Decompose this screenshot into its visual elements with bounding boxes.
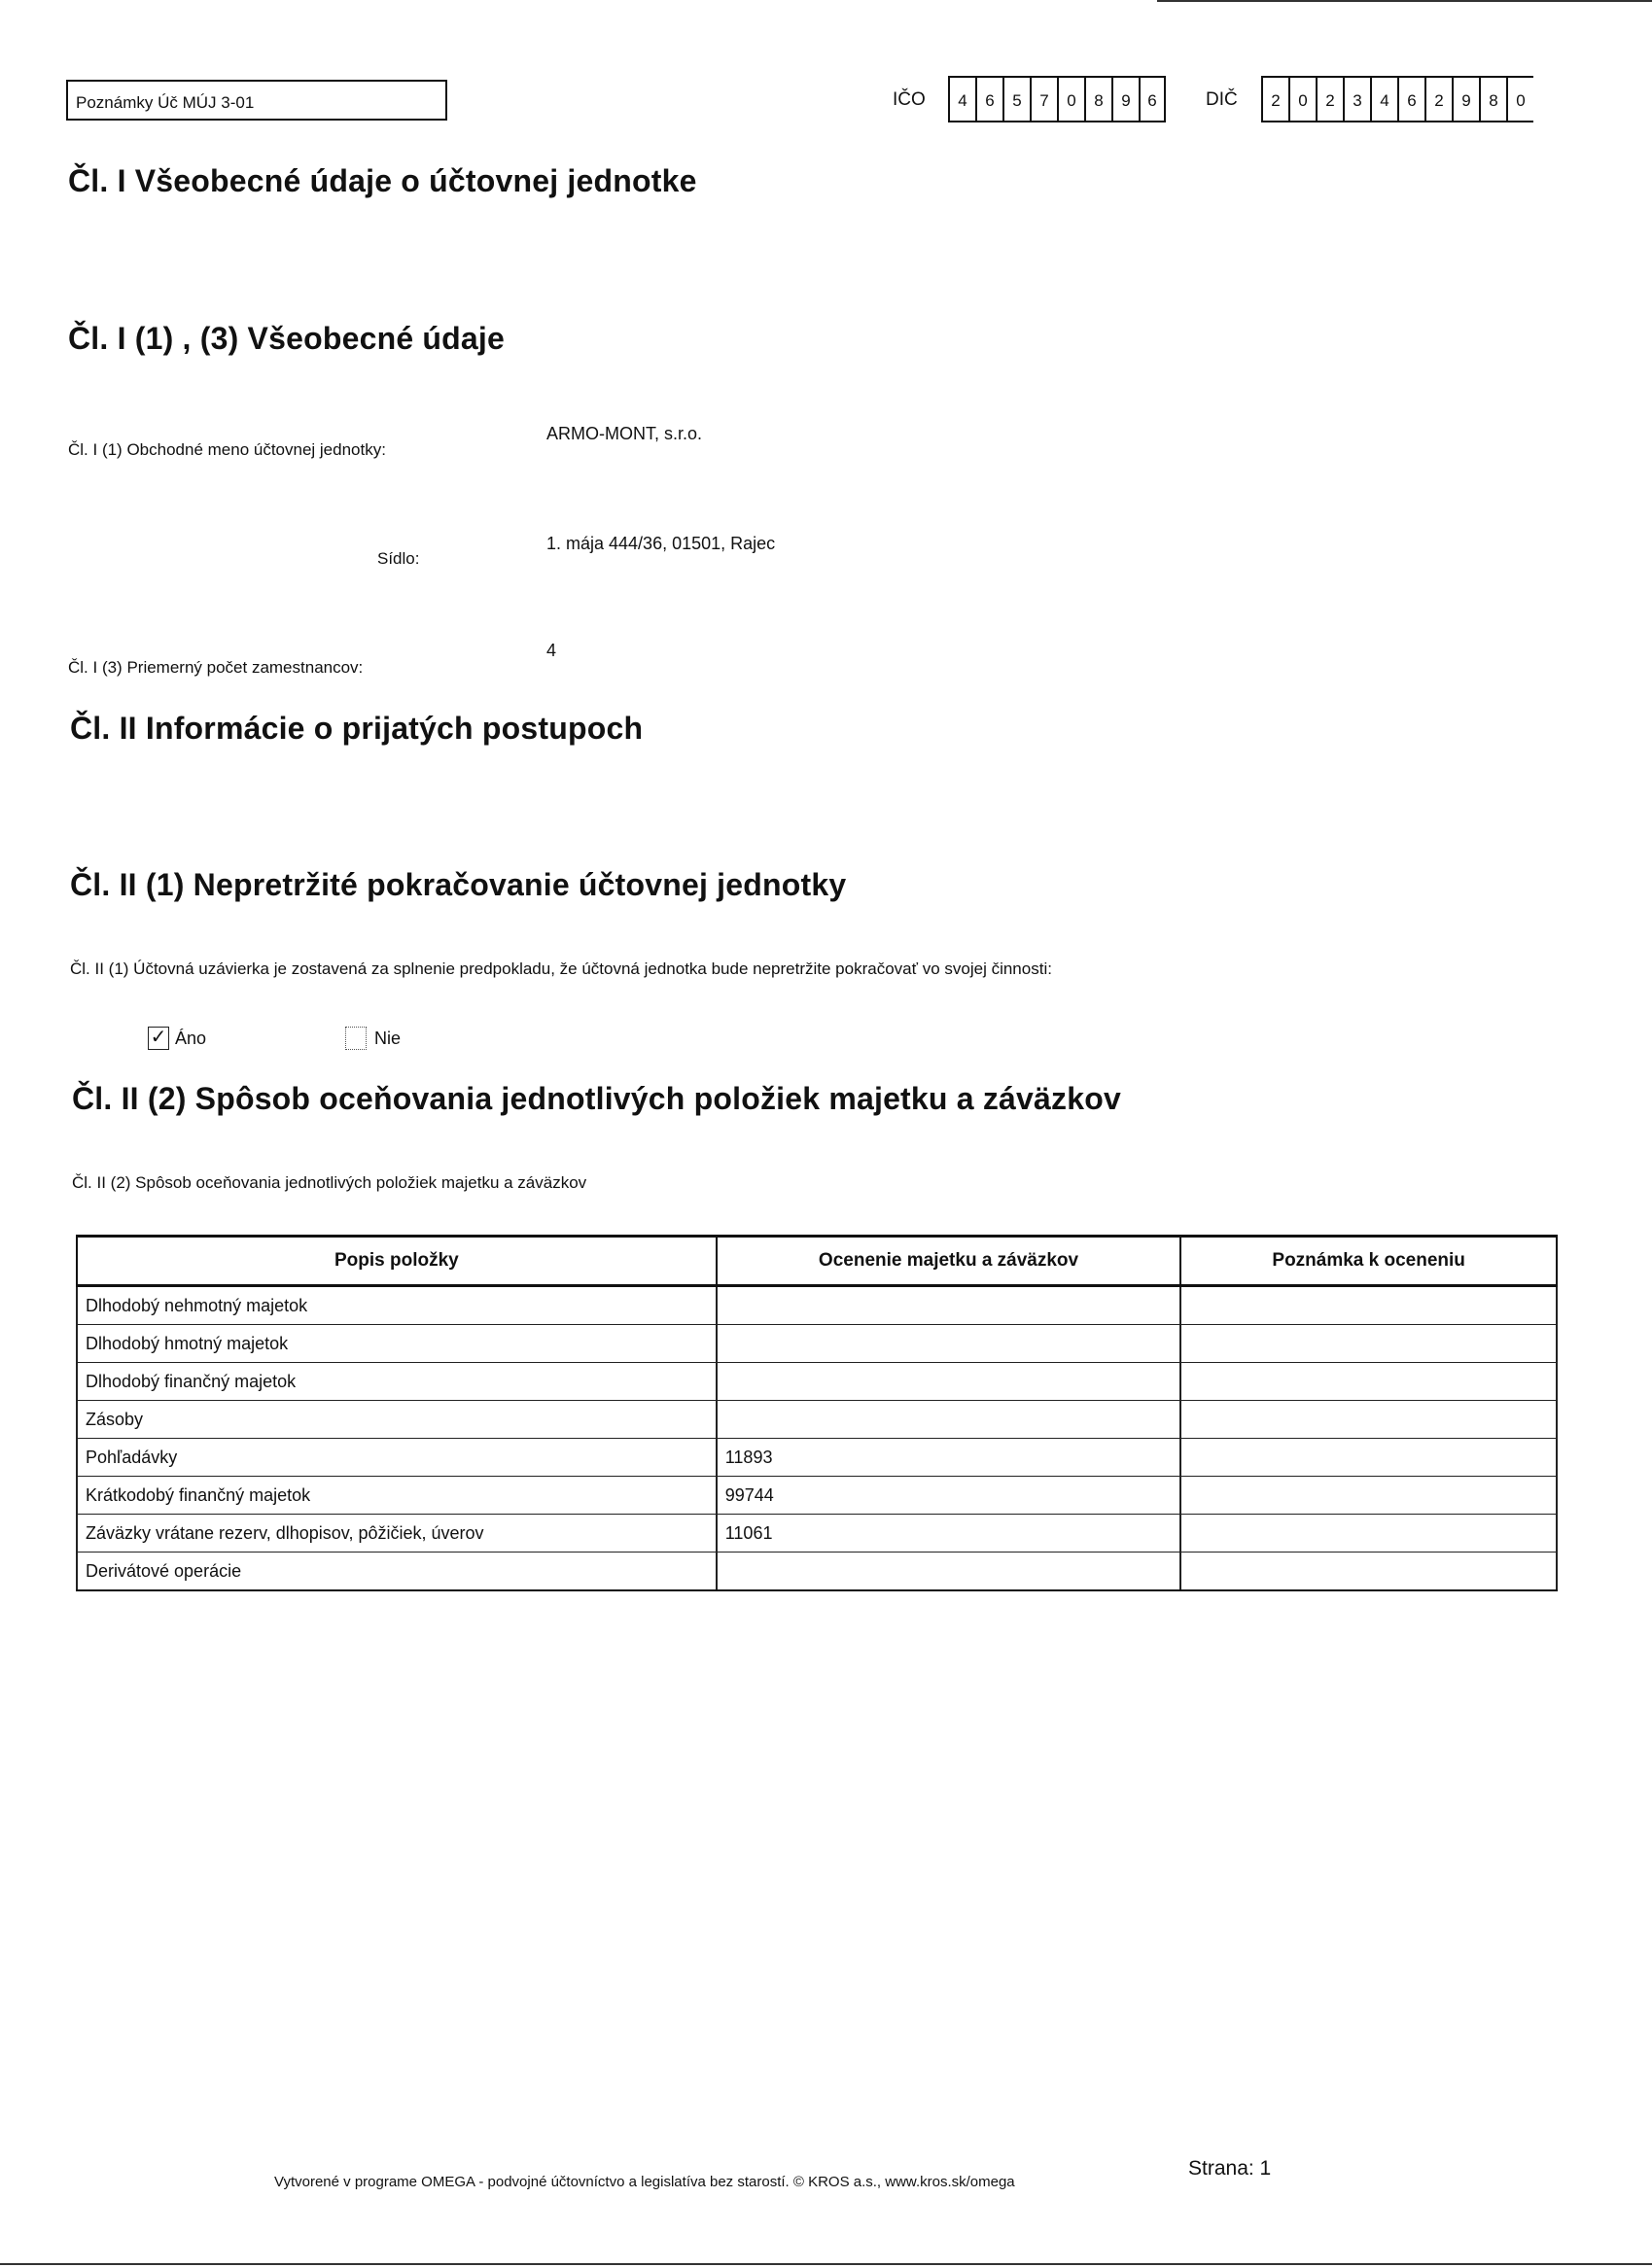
row-valuation: 11061 [717, 1515, 1181, 1553]
table-row [77, 1401, 1557, 1439]
row-description: Pohľadávky [77, 1439, 717, 1477]
row-note [1180, 1363, 1557, 1401]
dic-digit: 0 [1288, 76, 1316, 122]
ico-digit-boxes [948, 76, 1166, 122]
checkbox-nie[interactable] [345, 1027, 367, 1050]
ico-digit: 6 [1139, 76, 1166, 122]
row-note [1180, 1286, 1557, 1325]
dic-digit: 6 [1397, 76, 1424, 122]
row-description: Dlhodobý hmotný majetok [77, 1325, 717, 1363]
checkbox-nie-label: Nie [374, 1029, 402, 1048]
document-form-label: Poznámky Úč MÚJ 3-01 [66, 80, 447, 121]
table-row [77, 1553, 1557, 1591]
company-name-label: Čl. I (1) Obchodné meno účtovnej jednotky: [68, 440, 386, 459]
employees-value: 4 [546, 641, 557, 660]
column-header-valuation: Ocenenie majetku a záväzkov [717, 1237, 1181, 1286]
ico-digit: 5 [1002, 76, 1030, 122]
page-number: Strana: 1 [1188, 2157, 1272, 2180]
row-note [1180, 1515, 1557, 1553]
valuation-table [76, 1235, 1558, 1591]
table-header-row [77, 1237, 1557, 1286]
ico-digit: 9 [1111, 76, 1139, 122]
dic-digit: 9 [1452, 76, 1479, 122]
section-1-title: Čl. I Všeobecné údaje o účtovnej jednotke [68, 163, 697, 198]
row-description: Záväzky vrátane rezerv, dlhopisov, pôžičiek, úverov [77, 1515, 717, 1553]
row-description: Derivátové operácie [77, 1553, 717, 1591]
row-description: Zásoby [77, 1401, 717, 1439]
dic-digit: 3 [1343, 76, 1370, 122]
ico-digit: 0 [1057, 76, 1084, 122]
table-row [77, 1515, 1557, 1553]
company-name-value: ARMO-MONT, s.r.o. [546, 424, 703, 443]
ico-label: IČO [893, 89, 926, 110]
section-1-subtitle: Čl. I (1) , (3) Všeobecné údaje [68, 321, 505, 356]
ico-digit: 4 [948, 76, 975, 122]
row-valuation [717, 1363, 1181, 1401]
seat-value: 1. mája 444/36, 01501, Rajec [546, 534, 776, 553]
dic-label: DIČ [1206, 89, 1238, 110]
dic-digit: 2 [1316, 76, 1343, 122]
footer-software-note: Vytvorené v programe OMEGA - podvojné účtovníctvo a legislatíva bez starostí. © KROS a.s., www.kros.sk/omega [274, 2174, 1015, 2190]
dic-digit: 2 [1424, 76, 1452, 122]
section-2-2-title: Čl. II (2) Spôsob oceňovania jednotlivých položiek majetku a záväzkov [72, 1081, 1121, 1116]
checkbox-ano-label: Áno [175, 1029, 207, 1048]
row-description: Krátkodobý finančný majetok [77, 1477, 717, 1515]
column-header-note: Poznámka k oceneniu [1180, 1237, 1557, 1286]
row-note [1180, 1325, 1557, 1363]
dic-digit: 2 [1261, 76, 1288, 122]
row-description: Dlhodobý nehmotný majetok [77, 1286, 717, 1325]
row-description: Dlhodobý finančný majetok [77, 1363, 717, 1401]
dic-digit: 0 [1506, 76, 1533, 122]
scan-edge-line [0, 2263, 1652, 2265]
dic-digit: 8 [1479, 76, 1506, 122]
table-row [77, 1477, 1557, 1515]
ico-digit: 6 [975, 76, 1002, 122]
row-valuation [717, 1553, 1181, 1591]
table-row [77, 1286, 1557, 1325]
row-note [1180, 1401, 1557, 1439]
row-note [1180, 1553, 1557, 1591]
ico-digit: 8 [1084, 76, 1111, 122]
check-mark-icon: ✓ [150, 1027, 167, 1048]
row-valuation: 11893 [717, 1439, 1181, 1477]
row-note [1180, 1439, 1557, 1477]
table-row [77, 1363, 1557, 1401]
section-2-1-title: Čl. II (1) Nepretržité pokračovanie účtovnej jednotky [70, 867, 847, 902]
table-row [77, 1325, 1557, 1363]
checkbox-ano[interactable] [148, 1027, 169, 1050]
dic-digit-boxes [1261, 76, 1533, 122]
row-valuation [717, 1401, 1181, 1439]
section-2-title: Čl. II Informácie o prijatých postupoch [70, 711, 644, 746]
row-valuation [717, 1325, 1181, 1363]
scan-edge-line [1157, 0, 1652, 2]
column-header-description: Popis položky [77, 1237, 717, 1286]
seat-label: Sídlo: [377, 549, 420, 568]
row-valuation: 99744 [717, 1477, 1181, 1515]
employees-label: Čl. I (3) Priemerný počet zamestnancov: [68, 658, 364, 677]
row-valuation [717, 1286, 1181, 1325]
row-note [1180, 1477, 1557, 1515]
table-row [77, 1439, 1557, 1477]
valuation-label: Čl. II (2) Spôsob oceňovania jednotlivých položiek majetku a záväzkov [72, 1173, 587, 1192]
ico-digit: 7 [1030, 76, 1057, 122]
dic-digit: 4 [1370, 76, 1397, 122]
continuity-question: Čl. II (1) Účtovná uzávierka je zostavená za splnenie predpokladu, že účtovná jednotka bude nepretržite pokračovať vo svojej činnosti: [70, 960, 1052, 978]
